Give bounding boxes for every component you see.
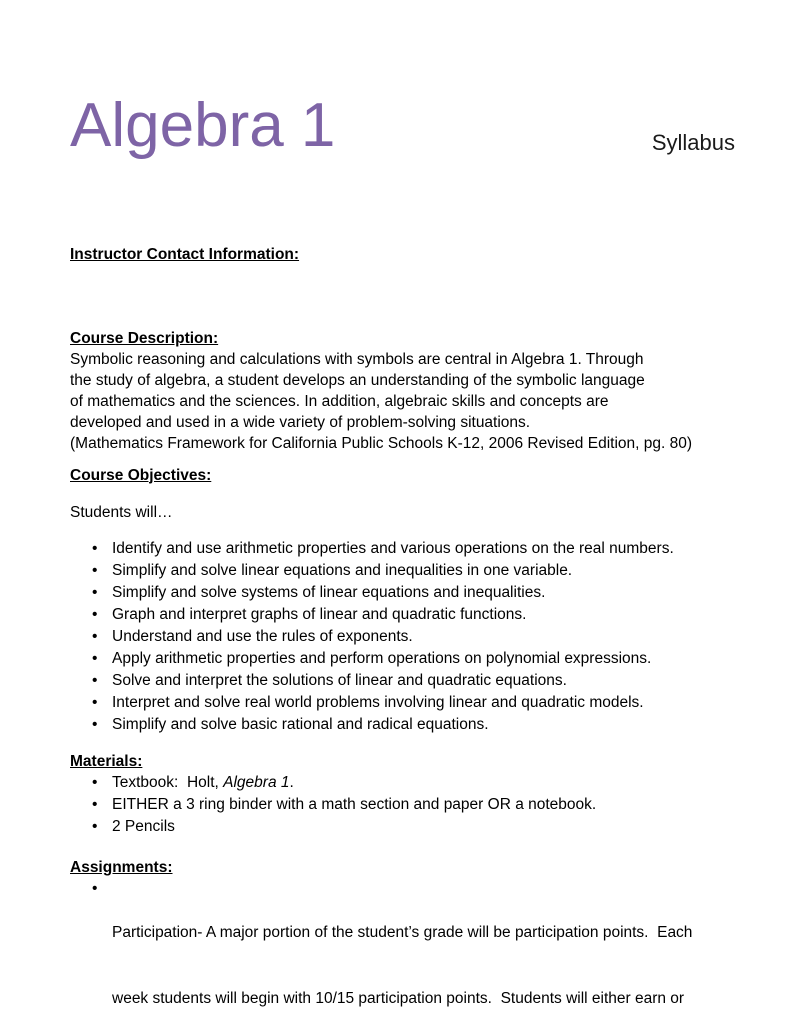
list-item: • Interpret and solve real world problems involving linear and quadratic models. bbox=[70, 692, 735, 714]
list-item: • Apply arithmetic properties and perform operations on polynomial expressions. bbox=[70, 648, 735, 670]
list-item: • Solve and interpret the solutions of linear and quadratic equations. bbox=[70, 670, 735, 692]
text-line: week students will begin with 10/15 participation points. Students will either earn or bbox=[112, 990, 685, 1007]
text-line: (Mathematics Framework for California Public Schools K-12, 2006 Revised Edition, pg. 80) bbox=[70, 434, 692, 452]
list-item-participation bbox=[70, 878, 735, 1024]
list-item: • Simplify and solve linear equations and inequalities in one variable. bbox=[70, 560, 735, 582]
header-right-label: Syllabus bbox=[651, 130, 735, 155]
textbook-suffix: . bbox=[289, 774, 294, 791]
section-heading-course-objectives: Course Objectives: bbox=[70, 466, 212, 484]
list-item: • 2 Pencils bbox=[70, 816, 735, 838]
objectives-intro: Students will… bbox=[70, 503, 173, 521]
course-description-paragraph bbox=[70, 349, 735, 454]
page-title: Algebra 1 bbox=[70, 91, 336, 160]
assignments-bullet-list bbox=[70, 878, 735, 1024]
list-item-textbook bbox=[70, 772, 735, 794]
section-heading-instructor: Instructor Contact Information: bbox=[70, 246, 300, 263]
list-item: • EITHER a 3 ring binder with a math section and paper OR a notebook. bbox=[70, 794, 735, 816]
textbook-title: Algebra 1 bbox=[223, 774, 290, 791]
materials-bullet-list bbox=[70, 772, 735, 838]
text-line: developed and used in a wide variety of problem-solving situations. bbox=[70, 413, 531, 431]
objectives-bullet-list bbox=[70, 538, 735, 736]
text-line: of mathematics and the sciences. In addition, algebraic skills and concepts are bbox=[70, 392, 609, 410]
text-line: • Participation- A major portion of the student’s grade will be participation points. Each bbox=[112, 924, 693, 941]
section-heading-materials: Materials: bbox=[70, 752, 143, 770]
text-line: the study of algebra, a student develops an understanding of the symbolic language bbox=[70, 371, 645, 389]
list-item: • Identify and use arithmetic properties and various operations on the real numbers. bbox=[70, 538, 735, 560]
document-body bbox=[70, 244, 735, 1024]
list-item: • Simplify and solve systems of linear equations and inequalities. bbox=[70, 582, 735, 604]
list-item: • Understand and use the rules of exponents. bbox=[70, 626, 735, 648]
text-line: Symbolic reasoning and calculations with symbols are central in Algebra 1. Through bbox=[70, 350, 644, 368]
list-item: • Simplify and solve basic rational and radical equations. bbox=[70, 714, 735, 736]
section-heading-course-description: Course Description: bbox=[70, 329, 219, 347]
section-heading-assignments: Assignments: bbox=[70, 858, 173, 876]
textbook-prefix: Textbook: Holt, bbox=[112, 774, 224, 791]
list-item: • Graph and interpret graphs of linear and quadratic functions. bbox=[70, 604, 735, 626]
